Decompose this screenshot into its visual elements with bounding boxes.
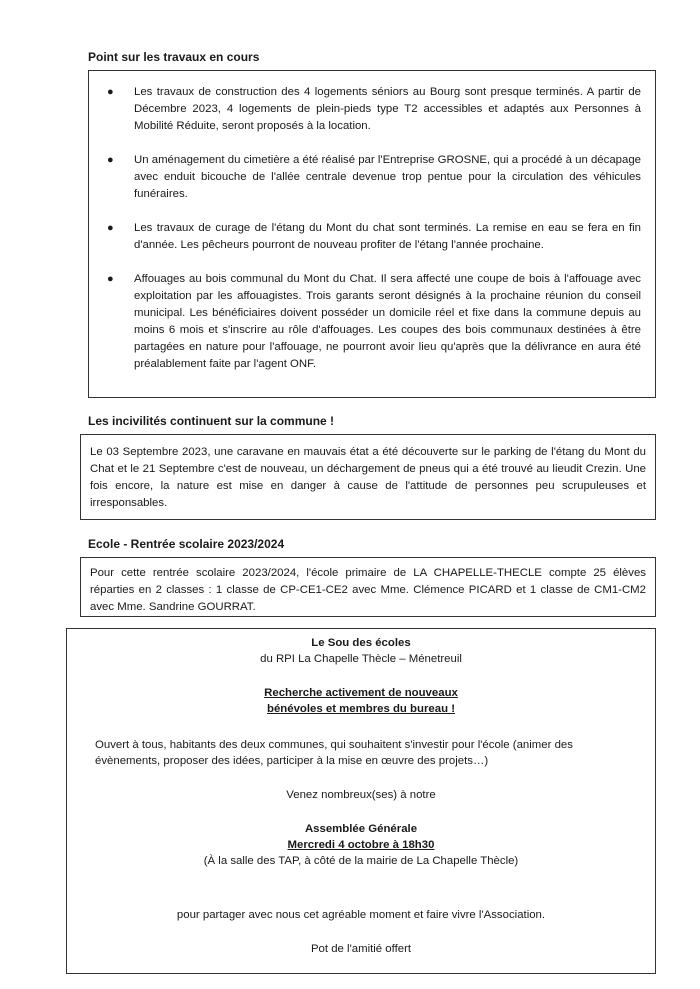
list-item: ● Affouages au bois communal du Mont du Chat. Il sera affecté une coupe de bois à l'affouage avec exploitation par les affouagistes. Trois garants seront désignés à la prochaine réunion du conseil municipal. Les bénéficiaires doivent posséder un domicile réel et fixe dans la commune depuis au moins 6 mois et s'inscrire au rôle d'affouages. Les coupes des bois communaux destinées à être partagées en nature pour l'affouage, ne pourront avoir lieu qu'après que la délivrance en aura été préalablement faite par l'agent ONF.: [107, 273, 641, 370]
list-item: ● Les travaux de curage de l'étang du Mont du chat sont terminés. La remise en eau se fera en fin d'année. Les pêcheurs pourront de nouveau profiter de l'étang l'année prochaine.: [107, 222, 641, 251]
travaux-list: [103, 84, 641, 373]
recherche-line-2: bénévoles et membres du bureau !: [266, 703, 455, 715]
bullet-icon: ●: [107, 86, 114, 98]
bullet-icon: ●: [107, 273, 114, 285]
ecole-box: [80, 557, 656, 617]
assemblee-title: Assemblée Générale: [304, 823, 418, 835]
venez-text: Venez nombreux(ses) à notre: [286, 789, 436, 801]
travaux-heading: Point sur les travaux en cours: [88, 50, 260, 64]
recherche-line-1: Recherche activement de nouveaux: [264, 687, 458, 699]
bullet-icon: ●: [107, 154, 114, 166]
list-item: ● Les travaux de construction des 4 logements séniors au Bourg sont presque terminés. A partir de Décembre 2023, 4 logements de plein-pieds type T2 accessibles et adaptés aux Personnes à Mobilité Réduite, seront proposés à la location.: [107, 86, 641, 132]
sou-subtitle: du RPI La Chapelle Thècle – Ménetreuil: [260, 653, 462, 665]
bullet-icon: ●: [107, 222, 114, 234]
incivilites-text: Le 03 Septembre 2023, une caravane en mauvais état a été découverte sur le parking de l'étang du Mont du Chat et le 21 Septembre c'est de nouveau, un déchargement de pneus qui a été trouvé au lieudit Crezin. Une fois encore, la nature est mise en danger à cause de l'attitude de personnes peu scrupuleuses et irresponsables.: [90, 446, 646, 509]
incivilites-box: [80, 434, 656, 520]
ecole-heading: Ecole - Rentrée scolaire 2023/2024: [88, 537, 285, 551]
assemblee-date: Mercredi 4 octobre à 18h30: [287, 839, 435, 851]
travaux-box: [88, 70, 656, 398]
assemblee-lieu: (À la salle des TAP, à côté de la mairie de La Chapelle Thècle): [203, 855, 519, 867]
ouvert-text: Ouvert à tous, habitants des deux communes, qui souhaitent s'investir pour l'école (animer des évènements, proposer des idées, participer à la mise en œuvre des projets…): [95, 739, 573, 767]
partager-text: pour partager avec nous cet agréable moment et faire vivre l'Association.: [176, 909, 546, 921]
sou-box: [66, 628, 656, 974]
pot-text: Pot de l'amitié offert: [310, 943, 412, 955]
incivilites-heading: Les incivilités continuent sur la commune !: [88, 414, 335, 428]
ecole-text: Pour cette rentrée scolaire 2023/2024, l'école primaire de LA CHAPELLE-THECLE compte 25 élèves réparties en 2 classes : 1 classe de CP-CE1-CE2 avec Mme. Clémence PICARD et 1 classe de CM1-CM2 avec Mme. Sandrine GOURRAT.: [90, 567, 646, 613]
list-item: ● Un aménagement du cimetière a été réalisé par l'Entreprise GROSNE, qui a procédé à un décapage avec enduit bicouche de l'allée centrale devenue trop pentue pour la circulation des véhicules funéraires.: [107, 154, 641, 200]
sou-title: Le Sou des écoles: [311, 637, 411, 649]
